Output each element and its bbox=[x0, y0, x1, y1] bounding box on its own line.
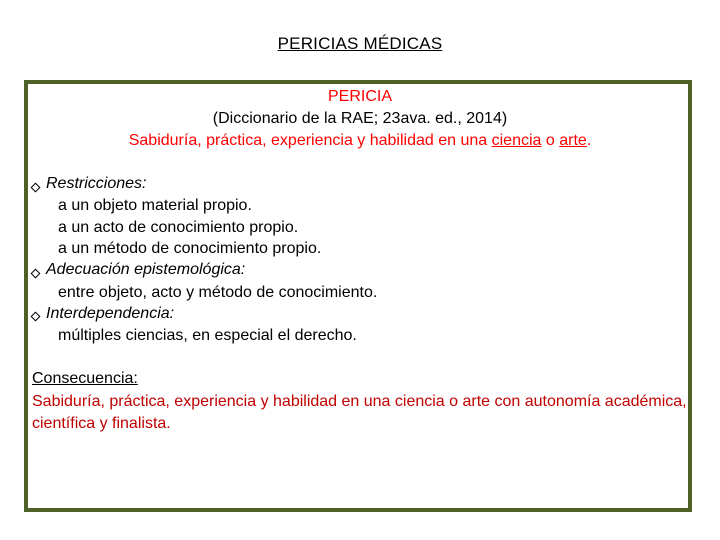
consequence-label: Consecuencia: bbox=[32, 370, 138, 387]
bullet-diamond-icon bbox=[32, 184, 39, 191]
consequence-text: Sabiduría, práctica, experiencia y habilidad en una ciencia o arte con autonomía académica, científica y finalista. bbox=[32, 393, 687, 432]
header-definition bbox=[0, 132, 720, 150]
definition-before: Sabiduría, práctica, experiencia y habilidad en una bbox=[128, 132, 492, 149]
definition-after: . bbox=[586, 132, 592, 149]
interdependence-text: múltiples ciencias, en especial el derecho. bbox=[58, 327, 357, 344]
adequacy-label: Adecuación epistemológica: bbox=[46, 261, 246, 278]
bullet-diamond-icon bbox=[32, 270, 39, 277]
page-title: PERICIAS MÉDICAS bbox=[277, 34, 443, 53]
definition-middle: o bbox=[541, 132, 560, 149]
restriction-item: a un método de conocimiento propio. bbox=[58, 240, 322, 257]
restrictions-label: Restricciones: bbox=[46, 175, 147, 192]
definition-link-ciencia: ciencia bbox=[491, 132, 542, 149]
adequacy-text: entre objeto, acto y método de conocimiento. bbox=[58, 284, 378, 301]
interdependence-label: Interdependencia: bbox=[46, 305, 175, 322]
definition-link-arte: arte bbox=[559, 132, 587, 149]
bullet-diamond-icon bbox=[32, 313, 39, 320]
restriction-item: a un acto de conocimiento propio. bbox=[58, 219, 299, 236]
restriction-item: a un objeto material propio. bbox=[58, 197, 252, 214]
header-word: PERICIA bbox=[327, 88, 392, 105]
header-source: (Diccionario de la RAE; 23ava. ed., 2014) bbox=[212, 110, 508, 127]
